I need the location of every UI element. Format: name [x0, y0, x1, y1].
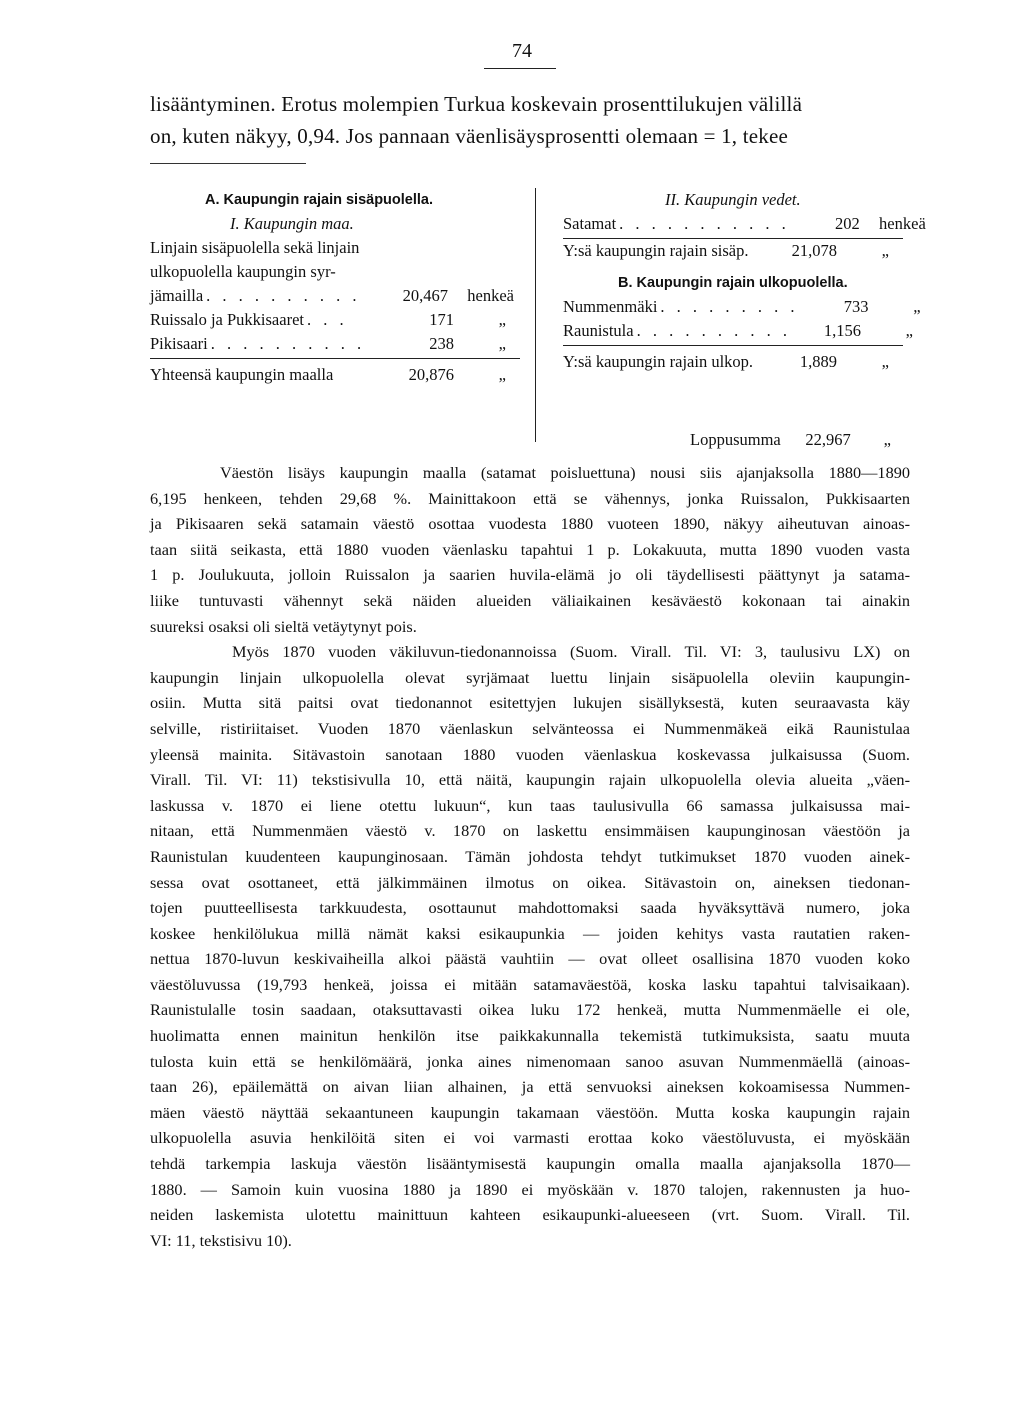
row-unit: „	[905, 321, 913, 340]
section-b-heading: B. Kaupungin rajain ulkopuolella.	[618, 275, 848, 291]
table-column-divider	[535, 188, 536, 442]
row-label: Raunistula	[563, 321, 634, 340]
section-a-subheading: I. Kaupungin maa.	[230, 214, 354, 233]
row-label: Satamat	[563, 214, 617, 233]
total-unit: „	[881, 241, 889, 260]
row-value: 171	[429, 310, 454, 329]
paragraph-line: osiin. Mutta sitä paitsi ovat tiedonannot esitettyjen lukujen sisällyksestä, kuten seuraavasta käy	[150, 693, 910, 713]
paragraph-line: ja Pikisaaren sekä satamain väestö osottaa vuodesta 1880 vuoteen 1890, näkyy aiheutuvan ainoas-	[150, 514, 910, 534]
total-row	[563, 350, 903, 374]
row-value: 202	[835, 214, 860, 233]
row-value: 733	[843, 297, 869, 316]
total-row	[563, 239, 903, 263]
section-separator-rule	[150, 163, 306, 164]
table-row	[150, 308, 520, 332]
paragraph-line: Väestön lisäys kaupungin maalla (satamat poisluettuna) nousi siis ajanjaksolla 1880—1890	[220, 463, 910, 482]
page-number-rule	[484, 68, 556, 69]
total-value: 20,876	[408, 365, 454, 384]
row-unit: „	[498, 310, 506, 329]
row-unit: „	[498, 334, 506, 353]
grand-total-unit: „	[883, 430, 891, 449]
grand-total-row	[690, 430, 905, 450]
body-text	[150, 460, 910, 1253]
grand-total-label: Loppusumma	[690, 430, 781, 449]
row-unit: henkeä	[879, 214, 926, 233]
row-value: 1,156	[823, 321, 861, 340]
table-row	[563, 212, 926, 236]
paragraph-line: laskussa v. 1870 ei liene otettu lukuun“, kun taas taulusivulla 66 samassa julkaisussa mai-	[150, 795, 910, 815]
row-label: jämailla	[150, 286, 204, 305]
row-label: Nummenmäki	[563, 297, 658, 316]
paragraph-line: taan siitä seikasta, että 1880 vuoden väenlasku tapahtui 1 p. Lokakuuta, mutta 1890 vuoden vasta	[150, 539, 910, 559]
total-label: Y:sä kaupungin rajain ulkop.	[563, 352, 754, 371]
row-value: 238	[429, 334, 454, 353]
page-number: 74	[512, 40, 532, 62]
paragraph-line: tojen puutteellisesta tarkkuudesta, osottaunut mahdottomaksi saada hyväksyttävä numero, joka	[150, 898, 910, 918]
total-unit: „	[881, 352, 889, 371]
section-a-heading: A. Kaupungin rajain sisäpuolella.	[205, 192, 434, 208]
total-value: 1,889	[799, 352, 837, 371]
paragraph-line: sessa ovat osottaneet, että jälkimmäinen ilmotus on oikea. Sitävastoin on, aineksen tiedonan-	[150, 872, 910, 892]
table-text-line: ulkopuolella kaupungin syr-	[150, 262, 336, 281]
paragraph-line: VI: 11, tekstisivu 10).	[150, 1230, 292, 1250]
paragraph-line: suureksi osaksi oli sieltä vetäytynyt pois.	[150, 616, 417, 636]
paragraph-line: selville, ristiriitaiset. Vuoden 1870 väenlaskun selvänteossa ei Nummenmäkeä eikä Raunistulaa	[150, 718, 910, 738]
paragraph-line: nitaan, että Nummenmäen väestö v. 1870 on laskettu ensimmäisen kaupunginosan väestöön ja	[150, 821, 910, 841]
grand-total-value: 22,967	[805, 430, 851, 449]
paragraph-line: Myös 1870 vuoden väkiluvun-tiedonannoissa (Suom. Virall. Til. VI: 3, taulusivu LX) on	[232, 642, 910, 662]
paragraph-line: nettua 1870-luvun keskivaiheilla alkoi päästä vauhtiin — ovat olleet osallisina 1870 vuoden koko	[150, 949, 910, 969]
row-value: 20,467	[402, 286, 448, 305]
paragraph-line: huolimatta ennen mainitun henkilön itse paikkakunnalla tekemistä tutkimuksista, saatu muuta	[150, 1026, 910, 1046]
total-row	[150, 363, 520, 387]
paragraph-line: koskee henkilölukua millä nämät kaksi esikaupunkia — joiden kehitys vasta rautatien raken-	[150, 923, 910, 943]
paragraph-line: Virall. Til. VI: 11) tekstisivulla 10, että näitä, kaupungin rajain ulkopuolella olevia alueita „väen-	[150, 770, 910, 790]
section-a2-subheading: II. Kaupungin vedet.	[665, 190, 801, 209]
paragraph-line: 1880. — Samoin kuin vuosina 1880 ja 1890 ei myöskään v. 1870 talojen, rakennusten ja huo-	[150, 1179, 910, 1199]
paragraph-line: 6,195 henkeen, tehden 29,68 %. Mainittakoon että se vähennys, jonka Ruissalon, Pukkisaarten	[150, 488, 910, 508]
total-label: Yhteensä kaupungin maalla	[150, 365, 334, 384]
row-dots: . . . . . . . . . .	[210, 334, 366, 353]
intro-paragraph	[150, 88, 910, 152]
paragraph-line: kaupungin linjain ulkopuolella olevat syrjämaat luettu linjain sisäpuolella oleviin kaupungin-	[150, 667, 910, 687]
total-label: Y:sä kaupungin rajain sisäp.	[563, 241, 749, 260]
row-dots: . . . . . . . . . . .	[619, 214, 790, 233]
paragraph-line: taan 26), epäilemättä on aivan liian alhainen, ja että senvuoksi aineksen kokoamisessa Nummen-	[150, 1077, 910, 1097]
paragraph-line: yleensä mainita. Sitävastoin sanotaan 1880 vuoden väenlaskua koskevassa julkaisussa (Suom.	[150, 744, 910, 764]
intro-line: on, kuten näkyy, 0,94. Jos pannaan väenlisäysprosentti olemaan = 1, tekee	[150, 124, 789, 148]
table-row	[150, 332, 520, 356]
paragraph-line: tehdä tarkempia laskuja väestön lisääntymisestä kaupungin omalla maalla ajanjaksolla 1870—	[150, 1154, 910, 1174]
row-label: Ruissalo ja Pukkisaaret	[150, 310, 304, 329]
total-value: 21,078	[791, 241, 837, 260]
row-label: Pikisaari	[150, 334, 208, 353]
table-left-column	[150, 188, 520, 387]
paragraph-line: liike tuntuvasti vähennyt sekä näiden alueiden väliaikainen kesäväestö kokonaan tai ainakin	[150, 590, 910, 610]
paragraph-line: mäen väestö näyttää sekaantuneen kaupungin takamaan väestöön. Mutta koska kaupungin rajain	[150, 1102, 910, 1122]
row-dots: . . . . . . . . . .	[206, 286, 361, 305]
row-dots: . . .	[306, 310, 348, 329]
table-row	[150, 284, 520, 308]
row-dots: . . . . . . . . . .	[636, 321, 791, 340]
paragraph-line: tulosta kuin että se henkilömäärä, jonka aines nimenomaan sanoo asuvan Nummenmäellä (ainoas-	[150, 1051, 910, 1071]
paragraph-line: neiden laskemista ulotettu mainittuun kahteen esikaupunki-alueeseen (vrt. Suom. Virall. Til.	[150, 1205, 910, 1225]
paragraph-line: 1 p. Joulukuuta, jolloin Ruissalon ja saarien huvila-elämä jo oli täydellisesti päättynyt ja satama-	[150, 565, 910, 585]
sum-rule	[563, 345, 903, 346]
table-text-line: Linjain sisäpuolella sekä linjain	[150, 238, 360, 257]
row-unit: henkeä	[467, 286, 514, 305]
paragraph-line: ulkopuolella asuvia henkilöitä siten ei voi varmasti erottaa koko väestöluvusta, ei myöskään	[150, 1128, 910, 1148]
row-dots: . . . . . . . . .	[660, 297, 799, 316]
table-right-column	[563, 188, 926, 374]
table-row	[563, 319, 913, 343]
row-unit: „	[913, 297, 921, 316]
paragraph-line: väestöluvussa (19,793 henkeä, joissa ei mitään satamaväestöä, koska lasku tapahtui talvisaikaan).	[150, 974, 910, 994]
table-row	[563, 295, 921, 319]
paragraph-line: Raunistulan kuudenteen kaupunginosaan. Tämän johdosta tehdyt tutkimukset 1870 vuoden ainek-	[150, 846, 910, 866]
total-unit: „	[498, 365, 506, 384]
sum-rule	[150, 358, 520, 359]
intro-line: lisääntyminen. Erotus molempien Turkua koskevain prosenttilukujen välillä	[150, 92, 803, 116]
paragraph-line: Raunistulalle tosin saadaan, otaksuttavasti oikea luku 172 henkeä, mutta Nummenmäelle ei ole,	[150, 1000, 910, 1020]
